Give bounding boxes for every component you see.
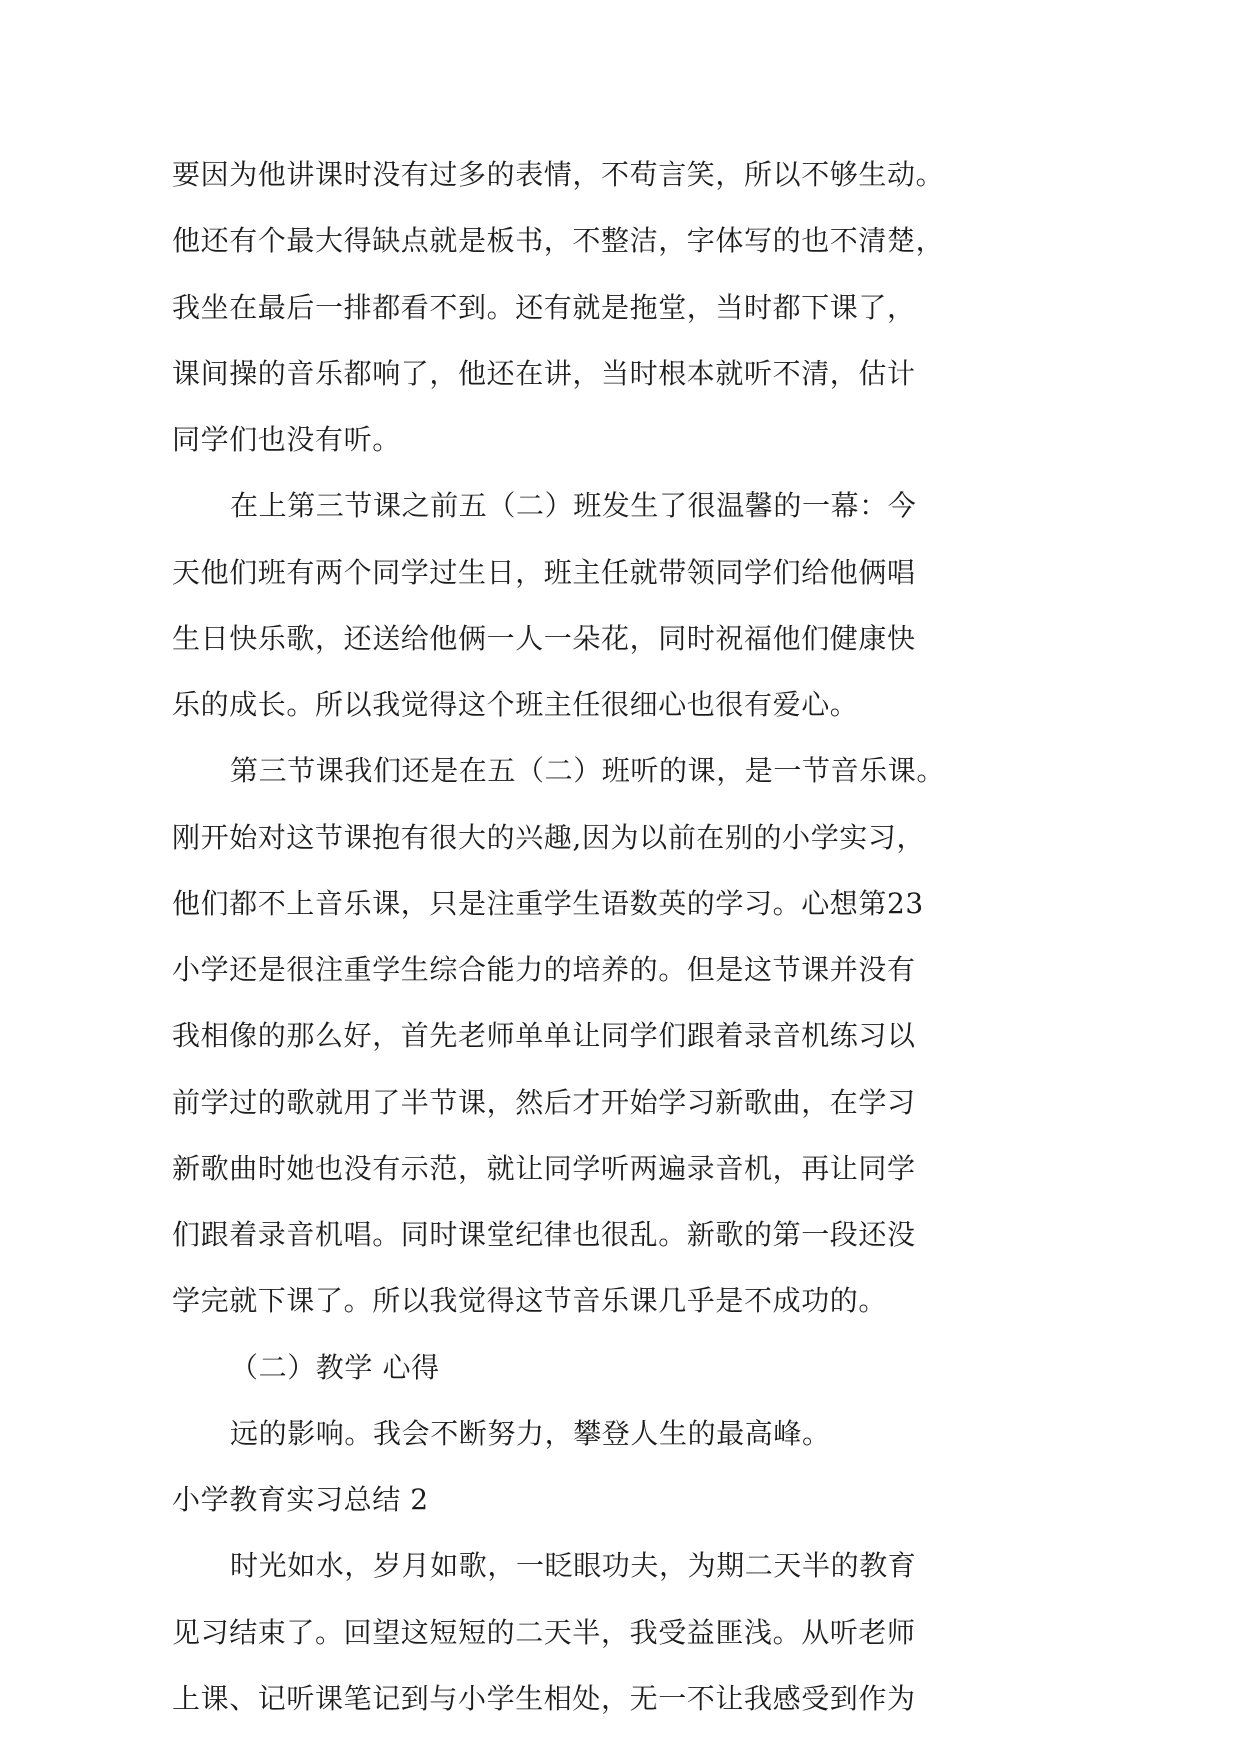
paragraph — [172, 1401, 1002, 1467]
paragraph-line: 生日快乐歌，还送给他俩一人一朵花，同时祝福他们健康快 — [172, 621, 916, 655]
paragraph-line: 前学过的歌就用了半节课，然后才开始学习新歌曲，在学习 — [172, 1085, 916, 1119]
paragraph-line: 我坐在最后一排都看不到。还有就是拖堂，当时都下课了， — [172, 290, 916, 324]
paragraph — [172, 473, 1002, 738]
paragraph-line: 上课、记听课笔记到与小学生相处，无一不让我感受到作为 — [172, 1681, 916, 1715]
paragraph-line: 第三节课我们还是在五（二）班听的课，是一节音乐课。 — [230, 754, 946, 788]
paragraph-line: 见习结束了。回望这短短的二天半，我受益匪浅。从听老师 — [172, 1615, 916, 1649]
paragraph-line: 我相像的那么好，首先老师单单让同学们跟着录音机练习以 — [172, 1019, 916, 1053]
subheading-line: （二）教学 心得 — [230, 1350, 440, 1384]
paragraph-line: 他们都不上音乐课，只是注重学生语数英的学习。心想第23 — [172, 886, 924, 920]
paragraph-line: 时光如水，岁月如歌，一眨眼功夫，为期二天半的教育 — [230, 1549, 917, 1583]
paragraph — [172, 738, 1002, 1334]
paragraph-line: 要因为他讲课时没有过多的表情，不苟言笑，所以不够生动。 — [172, 158, 945, 191]
paragraph — [172, 1533, 1002, 1732]
paragraph-line: 们跟着录音机唱。同时课堂纪律也很乱。新歌的第一段还没 — [172, 1218, 916, 1251]
paragraph-line: 在上第三节课之前五（二）班发生了很温馨的一幕：今 — [230, 489, 917, 523]
subheading — [172, 1335, 1002, 1401]
document-body — [172, 142, 1002, 1732]
paragraph-line: 小学还是很注重学生综合能力的培养的。但是这节课并没有 — [172, 953, 916, 986]
paragraph-line: 学完就下课了。所以我觉得这节音乐课几乎是不成功的。 — [172, 1284, 888, 1318]
paragraph-line: 远的影响。我会不断努力，攀登人生的最高峰。 — [230, 1416, 831, 1450]
paragraph-line: 乐的成长。所以我觉得这个班主任很细心也很有爱心。 — [172, 688, 859, 721]
section-title: 小学教育实习总结 2 — [172, 1483, 429, 1516]
paragraph-line: 刚开始对这节课抱有很大的兴趣,因为以前在别的小学实习， — [172, 820, 926, 854]
paragraph-line: 课间操的音乐都响了，他还在讲，当时根本就听不清，估计 — [172, 356, 916, 390]
paragraph-line: 天他们班有两个同学过生日，班主任就带领同学们给他俩唱 — [172, 555, 916, 589]
paragraph-line: 同学们也没有听。 — [172, 423, 401, 456]
paragraph-line: 新歌曲时她也没有示范，就让同学听两遍录音机，再让同学 — [172, 1151, 916, 1185]
paragraph — [172, 142, 1002, 473]
paragraph-line: 他还有个最大得缺点就是板书，不整洁，字体写的也不清楚， — [172, 224, 945, 258]
